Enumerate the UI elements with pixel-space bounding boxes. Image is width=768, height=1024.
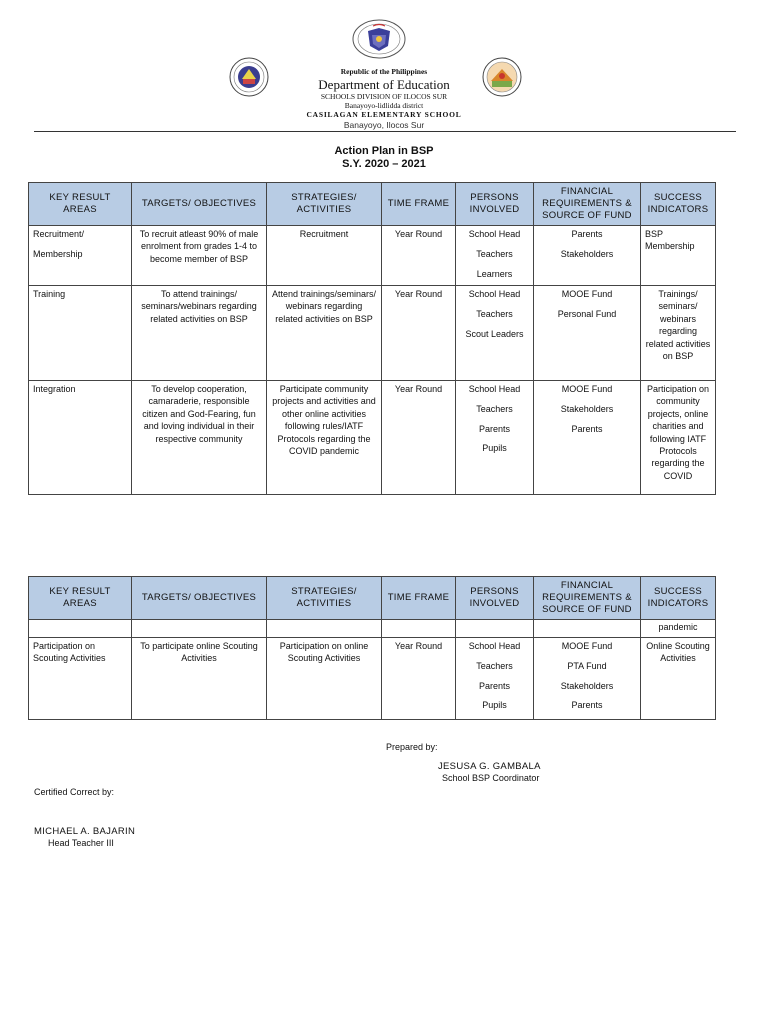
funds-cell xyxy=(534,226,641,286)
cell-item: Teachers xyxy=(476,403,513,414)
cell-item: Parents xyxy=(571,423,603,434)
indicator-cell: Trainings/ seminars/ webinars regarding related activities on BSP xyxy=(641,286,716,381)
cell-item: MOOE Fund xyxy=(561,641,613,651)
target-cell: To attend trainings/ seminars/webinars regarding related activities on BSP xyxy=(132,286,267,381)
column-header: FINANCIAL REQUIREMENTS & SOURCE OF FUND xyxy=(534,183,641,226)
cell-item: Teachers xyxy=(476,308,513,319)
cell-item: Pupils xyxy=(482,700,507,711)
cell-item: Parents xyxy=(571,700,603,711)
persons-cell xyxy=(456,286,534,381)
cell-item: Pupils xyxy=(482,443,507,454)
column-header: TARGETS/ OBJECTIVES xyxy=(132,577,267,620)
cell-item: Stakeholders xyxy=(560,403,614,414)
table-header-row xyxy=(29,577,716,620)
column-header: STRATEGIES/ ACTIVITIES xyxy=(267,577,382,620)
cell-item: Scout Leaders xyxy=(465,328,524,339)
target-cell: To participate online Scouting Activities xyxy=(132,638,267,720)
persons-cell xyxy=(456,381,534,495)
action-plan-table-1 xyxy=(28,182,716,495)
district-name: Banayoyo-lidlidda district xyxy=(344,101,424,110)
column-header: KEY RESULT AREAS xyxy=(29,577,132,620)
kra-cell xyxy=(29,226,132,286)
cell-item: School Head xyxy=(468,641,521,651)
time-frame-cell: Year Round xyxy=(382,638,456,720)
time-frame-cell: Year Round xyxy=(382,286,456,381)
deped-seal-icon xyxy=(351,19,407,59)
funds-cell xyxy=(534,381,641,495)
persons-cell xyxy=(456,638,534,720)
table-header-row xyxy=(29,183,716,226)
column-header: TIME FRAME xyxy=(382,183,456,226)
table-row xyxy=(29,286,716,381)
column-header: PERSONS INVOLVED xyxy=(456,577,534,620)
school-name: CASILAGAN ELEMENTARY SCHOOL xyxy=(306,110,462,119)
cell-item: MOOE Fund xyxy=(561,384,613,394)
indicator-cell: BSP Membership xyxy=(641,226,716,286)
column-header: KEY RESULT AREAS xyxy=(29,183,132,226)
division-name: SCHOOLS DIVISION OF ILOCOS SUR xyxy=(320,92,448,101)
column-header: TARGETS/ OBJECTIVES xyxy=(132,183,267,226)
department-name: Department of Education xyxy=(318,77,450,92)
school-seal-icon xyxy=(478,57,526,97)
cell-item: Teachers xyxy=(476,248,513,259)
cell-item: Membership xyxy=(33,248,83,259)
prepared-by-title: School BSP Coordinator xyxy=(442,773,540,783)
column-header: PERSONS INVOLVED xyxy=(456,183,534,226)
table-row xyxy=(29,638,716,720)
certified-by-label: Certified Correct by: xyxy=(34,787,115,797)
indicator-cell: Participation on community projects, online charities and following IATF Protocols regarding the COVID xyxy=(641,381,716,495)
column-header: TIME FRAME xyxy=(382,577,456,620)
cell-item: Teachers xyxy=(476,660,513,671)
funds-cell xyxy=(534,286,641,381)
kra-cell: Training xyxy=(29,286,132,381)
action-plan-table-2 xyxy=(28,576,716,720)
division-seal-icon xyxy=(228,57,270,97)
persons-cell xyxy=(456,226,534,286)
cell-item: Parents xyxy=(478,423,511,434)
strategy-cell: Participation on online Scouting Activities xyxy=(267,638,382,720)
indicator-continuation: pandemic xyxy=(641,620,716,638)
cell-item: School Head xyxy=(468,384,521,394)
cell-item: Parents xyxy=(478,680,511,691)
certified-by-name: MICHAEL A. BAJARIN xyxy=(34,826,136,837)
cell-item: Personal Fund xyxy=(557,308,617,319)
cell-item: School Head xyxy=(468,289,521,299)
continuation-row xyxy=(29,620,716,638)
cell-item: Stakeholders xyxy=(560,248,614,259)
republic-label: Republic of the Philippines xyxy=(340,67,428,76)
cell-item: Parents xyxy=(571,229,603,239)
column-header: SUCCESS INDICATORS xyxy=(641,577,716,620)
school-address: Banayoyo, Ilocos Sur xyxy=(343,120,425,130)
prepared-by-name: JESUSA G. GAMBALA xyxy=(438,761,541,772)
target-cell: To recruit atleast 90% of male enrolment from grades 1-4 to become member of BSP xyxy=(132,226,267,286)
cell-item: Stakeholders xyxy=(560,680,614,691)
indicator-cell: Online Scouting Activities xyxy=(641,638,716,720)
cell-item: Learners xyxy=(476,268,513,279)
cell-item: School Head xyxy=(468,229,521,239)
title-line-2: S.Y. 2020 – 2021 xyxy=(342,158,426,170)
strategy-cell: Attend trainings/seminars/ webinars regarding related activities on BSP xyxy=(267,286,382,381)
certified-by-title: Head Teacher III xyxy=(48,838,114,848)
table-row xyxy=(29,381,716,495)
time-frame-cell: Year Round xyxy=(382,226,456,286)
header-rule xyxy=(34,131,736,132)
column-header: FINANCIAL REQUIREMENTS & SOURCE OF FUND xyxy=(534,577,641,620)
prepared-by-label: Prepared by: xyxy=(386,742,438,752)
column-header: STRATEGIES/ ACTIVITIES xyxy=(267,183,382,226)
kra-cell: Integration xyxy=(29,381,132,495)
time-frame-cell: Year Round xyxy=(382,381,456,495)
cell-item: Recruitment/ xyxy=(33,229,85,239)
document-title xyxy=(0,145,768,171)
table-row xyxy=(29,226,716,286)
kra-cell: Participation on Scouting Activities xyxy=(29,638,132,720)
cell-item: MOOE Fund xyxy=(561,289,613,299)
funds-cell xyxy=(534,638,641,720)
target-cell: To develop cooperation, camaraderie, responsible citizen and God-Fearing, fun and loving individual in their respective community xyxy=(132,381,267,495)
cell-item: PTA Fund xyxy=(567,660,607,671)
strategy-cell: Recruitment xyxy=(267,226,382,286)
column-header: SUCCESS INDICATORS xyxy=(641,183,716,226)
title-line-1: Action Plan in BSP xyxy=(334,145,434,157)
strategy-cell: Participate community projects and activities and other online activities following rules/IATF Protocols regarding the COVID pandemic xyxy=(267,381,382,495)
